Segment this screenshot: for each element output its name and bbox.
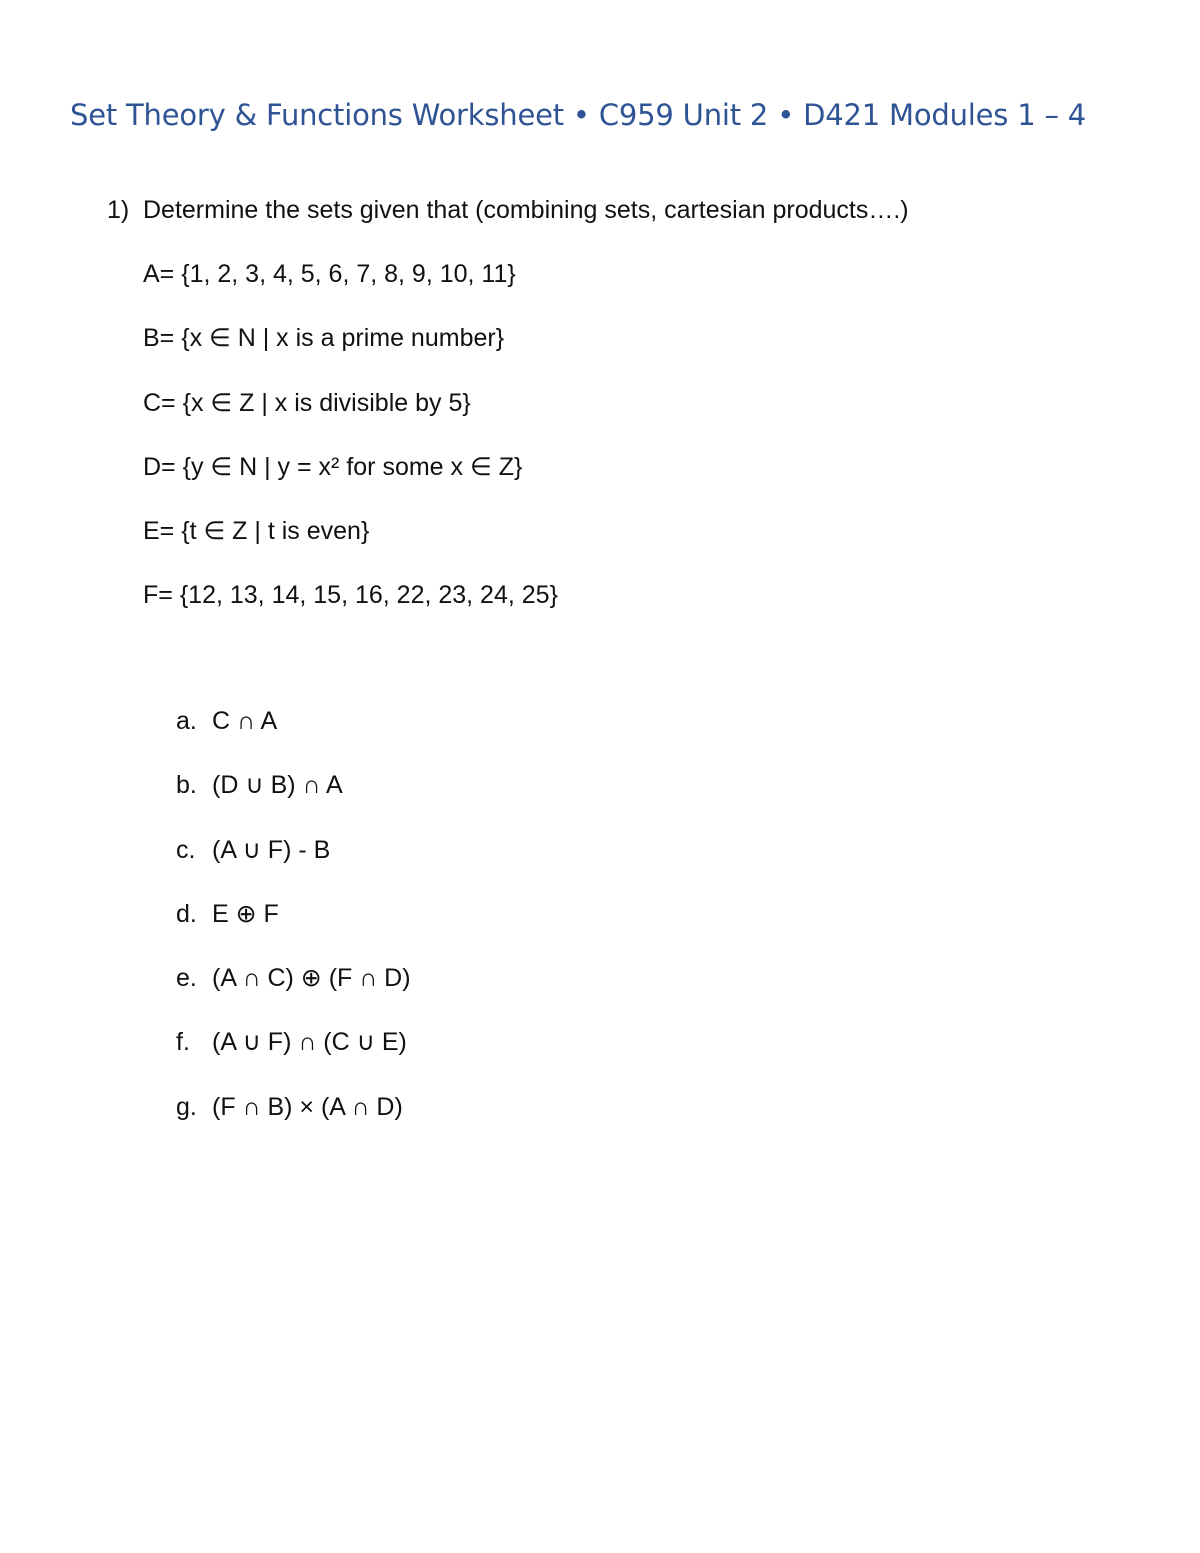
part-letter: a. bbox=[176, 707, 197, 735]
part-expression: E ⊕ F bbox=[212, 899, 279, 928]
part-letter: g. bbox=[176, 1092, 197, 1121]
part-expression: (A ∩ C) ⊕ (F ∩ D) bbox=[212, 964, 411, 993]
part-letter: e. bbox=[176, 964, 197, 993]
part-expression: C ∩ A bbox=[212, 707, 278, 735]
set-definition-d: D= {y ∈ N | y = x² for some x ∈ Z} bbox=[143, 452, 523, 481]
exercise-part bbox=[176, 899, 411, 963]
exercise-part bbox=[176, 963, 411, 1027]
exercise-part bbox=[176, 706, 411, 770]
part-expression: (A ∪ F) - B bbox=[212, 835, 331, 864]
set-definition-c: C= {x ∈ Z | x is divisible by 5} bbox=[143, 388, 471, 417]
question-number: 1) bbox=[107, 196, 130, 224]
set-definition-e: E= {t ∈ Z | t is even} bbox=[143, 517, 370, 546]
part-letter: f. bbox=[176, 1028, 190, 1057]
exercise-part bbox=[176, 1027, 411, 1091]
page-title: Set Theory & Functions Worksheet • C959 Unit 2 • D421 Modules 1 – 4 bbox=[70, 98, 1087, 132]
part-letter: b. bbox=[176, 771, 197, 800]
exercise-part bbox=[176, 770, 411, 834]
part-letter: d. bbox=[176, 899, 197, 928]
part-letter: c. bbox=[176, 835, 196, 864]
exercise-part bbox=[176, 835, 411, 899]
set-definitions bbox=[143, 259, 558, 645]
exercise-part bbox=[176, 1092, 411, 1156]
set-definition-a: A= {1, 2, 3, 4, 5, 6, 7, 8, 9, 10, 11} bbox=[143, 260, 516, 288]
question-prompt bbox=[107, 196, 909, 225]
part-expression: (D ∪ B) ∩ A bbox=[212, 771, 343, 800]
set-definition-f: F= {12, 13, 14, 15, 16, 22, 23, 24, 25} bbox=[143, 581, 558, 610]
part-expression: (F ∩ B) × (A ∩ D) bbox=[212, 1092, 403, 1121]
question-text: Determine the sets given that (combining sets, cartesian products….) bbox=[143, 196, 909, 224]
part-expression: (A ∪ F) ∩ (C ∪ E) bbox=[212, 1028, 407, 1057]
set-definition-b: B= {x ∈ N | x is a prime number} bbox=[143, 324, 505, 353]
exercise-parts bbox=[176, 706, 411, 1156]
